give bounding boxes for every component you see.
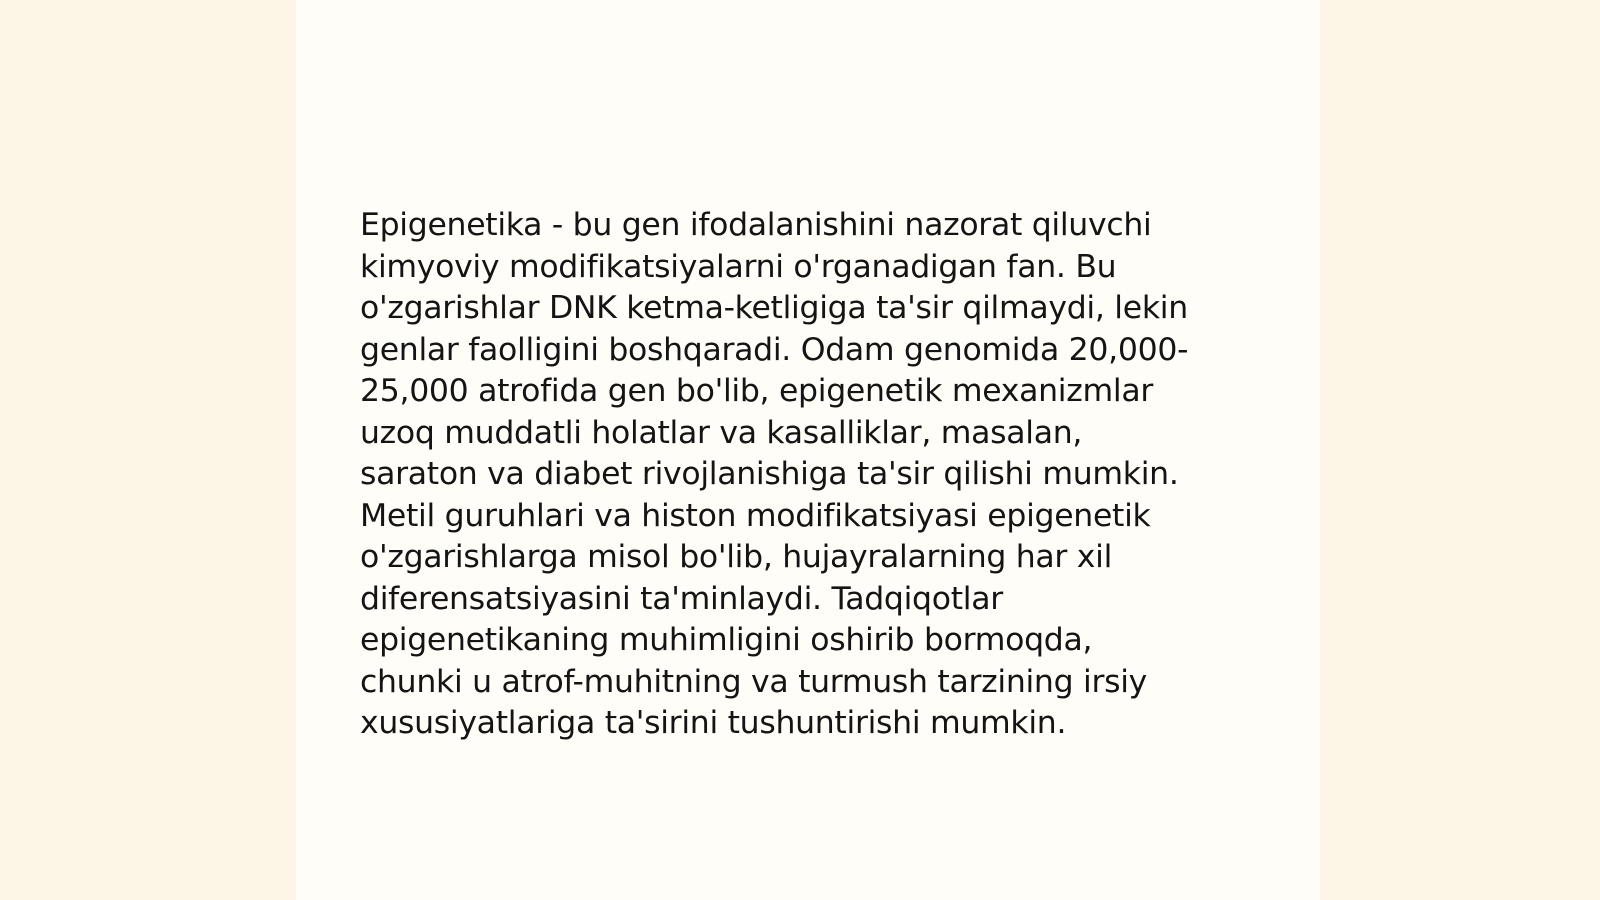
document-page	[296, 0, 1320, 900]
paragraph-line: chunki u atrof-muhitning va turmush tarzining irsiy	[360, 663, 1148, 700]
paragraph-line: saraton va diabet rivojlanishiga ta'sir qilishi mumkin.	[360, 456, 1179, 492]
paragraph-line: Epigenetika - bu gen ifodalanishini nazorat qiluvchi	[360, 207, 1152, 243]
paragraph-line: o'zgarishlar DNK ketma-ketligiga ta'sir qilmaydi, lekin	[360, 290, 1188, 326]
paragraph-line: diferensatsiyasini ta'minlaydi. Tadqiqotlar	[360, 580, 1003, 617]
paragraph-line: o'zgarishlarga misol bo'lib, hujayralarning har xil	[360, 539, 1113, 575]
body-paragraph	[360, 205, 1260, 745]
paragraph-line: 25,000 atrofida gen bo'lib, epigenetik mexanizmlar	[360, 373, 1153, 409]
paragraph-line: xususiyatlariga ta'sirini tushuntirishi mumkin.	[360, 705, 1067, 741]
paragraph-line: epigenetikaning muhimligini oshirib bormoqda,	[360, 622, 1093, 658]
paragraph-line: Metil guruhlari va histon modifikatsiyasi epigenetik	[360, 497, 1151, 534]
paragraph-line: uzoq muddatli holatlar va kasalliklar, masalan,	[360, 414, 1083, 451]
paragraph-line: kimyoviy modifikatsiyalarni o'rganadigan fan. Bu	[360, 248, 1117, 285]
paragraph-line: genlar faolligini boshqaradi. Odam genomida 20,000-	[360, 331, 1189, 368]
